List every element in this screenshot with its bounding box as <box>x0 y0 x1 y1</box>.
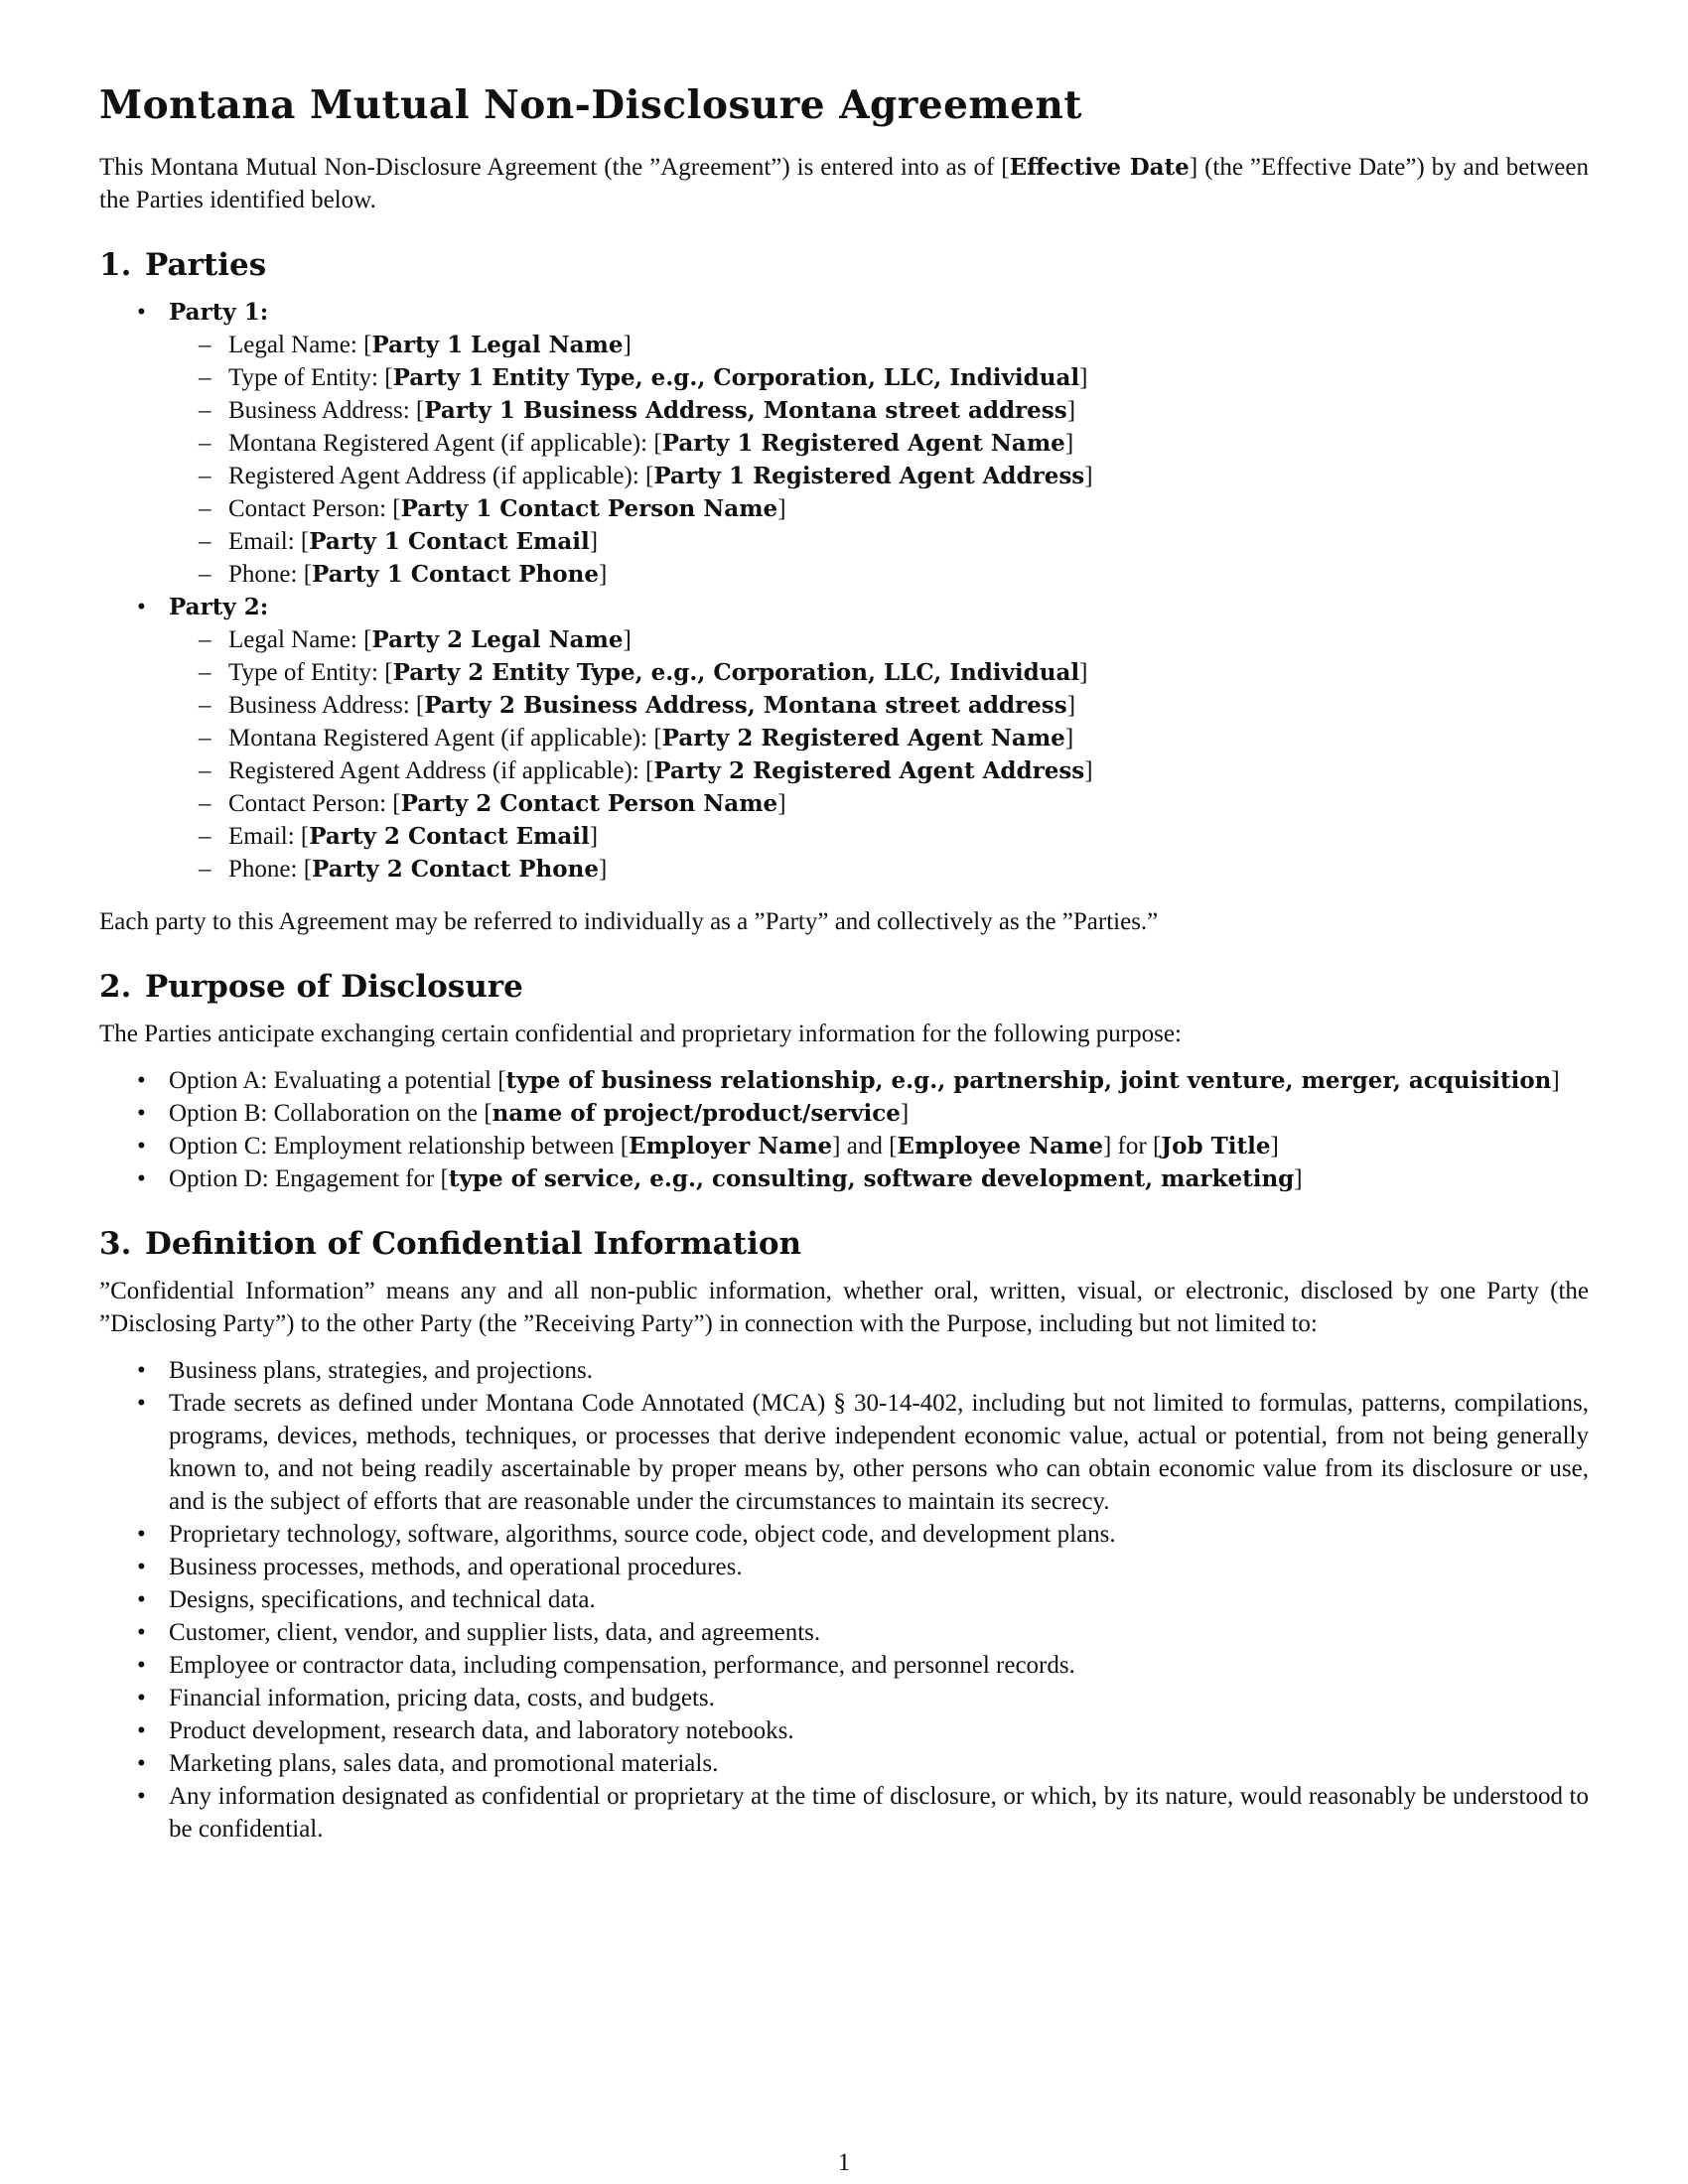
field-label: Contact Person: <box>228 790 393 817</box>
party-1-email: – Email: [Party 1 Contact Email] <box>169 525 1589 558</box>
party-1-fields <box>169 329 1589 591</box>
option-text: Option C: Employment relationship between [ <box>169 1133 630 1160</box>
page-number: 1 <box>837 2149 851 2176</box>
party-2-phone: – Phone: [Party 2 Contact Phone] <box>169 853 1589 886</box>
job-title-placeholder: Job Title <box>1161 1133 1271 1160</box>
effective-date-placeholder: Effective Date <box>1009 154 1190 181</box>
parties-list <box>99 296 1589 886</box>
party-1-registered-agent: – Montana Registered Agent (if applicable): [Party 1 Registered Agent Name] <box>169 427 1589 460</box>
field-label: Phone: <box>228 561 304 588</box>
field-label: Legal Name: <box>228 332 364 358</box>
intro-text-before: This Montana Mutual Non-Disclosure Agreement (the ”Agreement”) is entered into as of [ <box>99 154 1010 181</box>
field-label: Contact Person: <box>228 495 393 522</box>
section-title: Definition of Confidential Information <box>145 1226 802 1262</box>
option-placeholder: type of service, e.g., consulting, software development, marketing <box>448 1165 1295 1192</box>
section-heading-purpose <box>99 968 1589 1006</box>
field-placeholder: Party 2 Contact Email <box>309 823 590 850</box>
party-2-legal-name: – Legal Name: [Party 2 Legal Name] <box>169 623 1589 656</box>
employer-placeholder: Employer Name <box>629 1133 833 1160</box>
field-placeholder: Party 1 Entity Type, e.g., Corporation, LLC, Individual <box>392 364 1080 391</box>
field-label: Legal Name: <box>228 626 364 653</box>
party-2-item <box>99 591 1589 886</box>
section-number: 2. <box>99 969 132 1005</box>
field-placeholder: Party 1 Registered Agent Address <box>653 463 1085 489</box>
option-text: ] and [ <box>832 1133 898 1160</box>
option-c <box>99 1130 1589 1162</box>
document-body <box>99 81 1589 1845</box>
list-item: • Any information designated as confidential or proprietary at the time of disclosure, or which, by its nature, would reasonably be understood to be confidential. <box>99 1780 1589 1845</box>
field-placeholder: Party 1 Contact Email <box>309 528 590 555</box>
section-heading-definition <box>99 1225 1589 1263</box>
field-label: Type of Entity: <box>228 659 385 686</box>
list-item: • Marketing plans, sales data, and promotional materials. <box>99 1747 1589 1780</box>
field-label: Montana Registered Agent (if applicable): <box>228 430 654 457</box>
list-item: • Customer, client, vendor, and supplier lists, data, and agreements. <box>99 1616 1589 1649</box>
list-item: • Proprietary technology, software, algorithms, source code, object code, and development plans. <box>99 1518 1589 1551</box>
field-label: Business Address: <box>228 692 416 719</box>
section-heading-parties <box>99 246 1589 284</box>
party-2-registered-agent: – Montana Registered Agent (if applicable): [Party 2 Registered Agent Name] <box>169 722 1589 754</box>
party-2-email: – Email: [Party 2 Contact Email] <box>169 820 1589 853</box>
field-placeholder: Party 2 Business Address, Montana street address <box>424 692 1067 719</box>
party-2-agent-address: – Registered Agent Address (if applicable): [Party 2 Registered Agent Address] <box>169 754 1589 787</box>
purpose-options <box>99 1064 1589 1195</box>
party-1-agent-address: – Registered Agent Address (if applicable): [Party 1 Registered Agent Address] <box>169 460 1589 492</box>
list-item: • Trade secrets as defined under Montana Code Annotated (MCA) § 30-14-402, including but not limited to formulas, patterns, compilations, programs, devices, methods, techniques, or processes that derive independent economic value, actual or potential, from not being generally known to, and not being readily ascertainable by proper means by, other persons who can obtain economic value from its disclosure or use, and is the subject of efforts that are reasonable under the circumstances to maintain its secrecy. <box>99 1387 1589 1518</box>
list-item: • Product development, research data, and laboratory notebooks. <box>99 1714 1589 1747</box>
party-1-business-address: – Business Address: [Party 1 Business Address, Montana street address] <box>169 394 1589 427</box>
party-1-phone: – Phone: [Party 1 Contact Phone] <box>169 558 1589 591</box>
option-b <box>99 1097 1589 1130</box>
party-2-contact-person: – Contact Person: [Party 2 Contact Person Name] <box>169 787 1589 820</box>
list-item: • Business processes, methods, and operational procedures. <box>99 1551 1589 1583</box>
option-placeholder: type of business relationship, e.g., partnership, joint venture, merger, acquisition <box>505 1067 1552 1094</box>
definition-intro: ”Confidential Information” means any and all non-public information, whether oral, written, visual, or electronic, disclosed by one Party (the ”Disclosing Party”) to the other Party (the ”Receiving Party”) in connection with the Purpose, including but not limited to: <box>99 1278 1589 1337</box>
party-2-label: Party 2: <box>169 594 269 620</box>
party-2-fields <box>169 623 1589 886</box>
bracket-close: ] <box>1270 1133 1279 1160</box>
purpose-intro: The Parties anticipate exchanging certain confidential and proprietary information for the following purpose: <box>99 1021 1182 1047</box>
party-1-contact-person: – Contact Person: [Party 1 Contact Person Name] <box>169 492 1589 525</box>
section-title: Parties <box>145 247 267 283</box>
field-placeholder: Party 2 Contact Phone <box>312 856 599 883</box>
party-2-business-address: – Business Address: [Party 2 Business Address, Montana street address] <box>169 689 1589 722</box>
bracket-close: ] <box>900 1100 910 1127</box>
field-placeholder: Party 2 Legal Name <box>371 626 624 653</box>
parties-closing: Each party to this Agreement may be referred to individually as a ”Party” and collectively as the ”Parties.” <box>99 908 1159 935</box>
field-placeholder: Party 2 Registered Agent Name <box>661 725 1065 751</box>
intro-paragraph <box>99 151 1589 216</box>
option-a <box>99 1064 1589 1097</box>
field-placeholder: Party 1 Contact Person Name <box>400 495 778 522</box>
party-2-entity-type: – Type of Entity: [Party 2 Entity Type, e.g., Corporation, LLC, Individual] <box>169 656 1589 689</box>
document-title: Montana Mutual Non-Disclosure Agreement <box>99 82 1082 128</box>
list-item: • Designs, specifications, and technical data. <box>99 1583 1589 1616</box>
party-1-label: Party 1: <box>169 299 269 326</box>
party-1-entity-type: – Type of Entity: [Party 1 Entity Type, e.g., Corporation, LLC, Individual] <box>169 361 1589 394</box>
field-label: Montana Registered Agent (if applicable): <box>228 725 654 751</box>
field-label: Email: <box>228 823 301 850</box>
intro-text-after: ] (the ”Effective Date”) by and between the Parties identified below. <box>99 154 1590 213</box>
party-1-legal-name: – Legal Name: [Party 1 Legal Name] <box>169 329 1589 361</box>
list-item: • Financial information, pricing data, costs, and budgets. <box>99 1682 1589 1714</box>
field-label: Type of Entity: <box>228 364 385 391</box>
section-title: Purpose of Disclosure <box>145 969 523 1005</box>
list-item: • Employee or contractor data, including compensation, performance, and personnel records. <box>99 1649 1589 1682</box>
field-label: Registered Agent Address (if applicable): <box>228 757 646 784</box>
confidential-info-list <box>99 1354 1589 1845</box>
field-label: Email: <box>228 528 301 555</box>
list-item: • Business plans, strategies, and projections. <box>99 1354 1589 1387</box>
field-placeholder: Party 1 Contact Phone <box>312 561 599 588</box>
option-text: Option A: Evaluating a potential [ <box>169 1067 506 1094</box>
option-d <box>99 1162 1589 1195</box>
field-label: Phone: <box>228 856 304 883</box>
bracket-close: ] <box>1294 1165 1303 1192</box>
field-placeholder: Party 2 Registered Agent Address <box>653 757 1085 784</box>
field-placeholder: Party 2 Entity Type, e.g., Corporation, LLC, Individual <box>392 659 1080 686</box>
section-number: 1. <box>99 247 132 283</box>
field-label: Business Address: <box>228 397 416 424</box>
bracket-close: ] <box>1551 1067 1560 1094</box>
option-text: Option D: Engagement for [ <box>169 1165 449 1192</box>
option-placeholder: name of project/product/service <box>492 1100 901 1127</box>
section-number: 3. <box>99 1226 132 1262</box>
field-placeholder: Party 2 Contact Person Name <box>400 790 778 817</box>
party-1-item <box>99 296 1589 591</box>
option-text: Option B: Collaboration on the [ <box>169 1100 492 1127</box>
option-text: ] for [ <box>1102 1133 1162 1160</box>
employee-placeholder: Employee Name <box>897 1133 1103 1160</box>
field-placeholder: Party 1 Registered Agent Name <box>661 430 1065 457</box>
field-placeholder: Party 1 Business Address, Montana street address <box>424 397 1067 424</box>
field-label: Registered Agent Address (if applicable): <box>228 463 646 489</box>
field-placeholder: Party 1 Legal Name <box>371 332 624 358</box>
